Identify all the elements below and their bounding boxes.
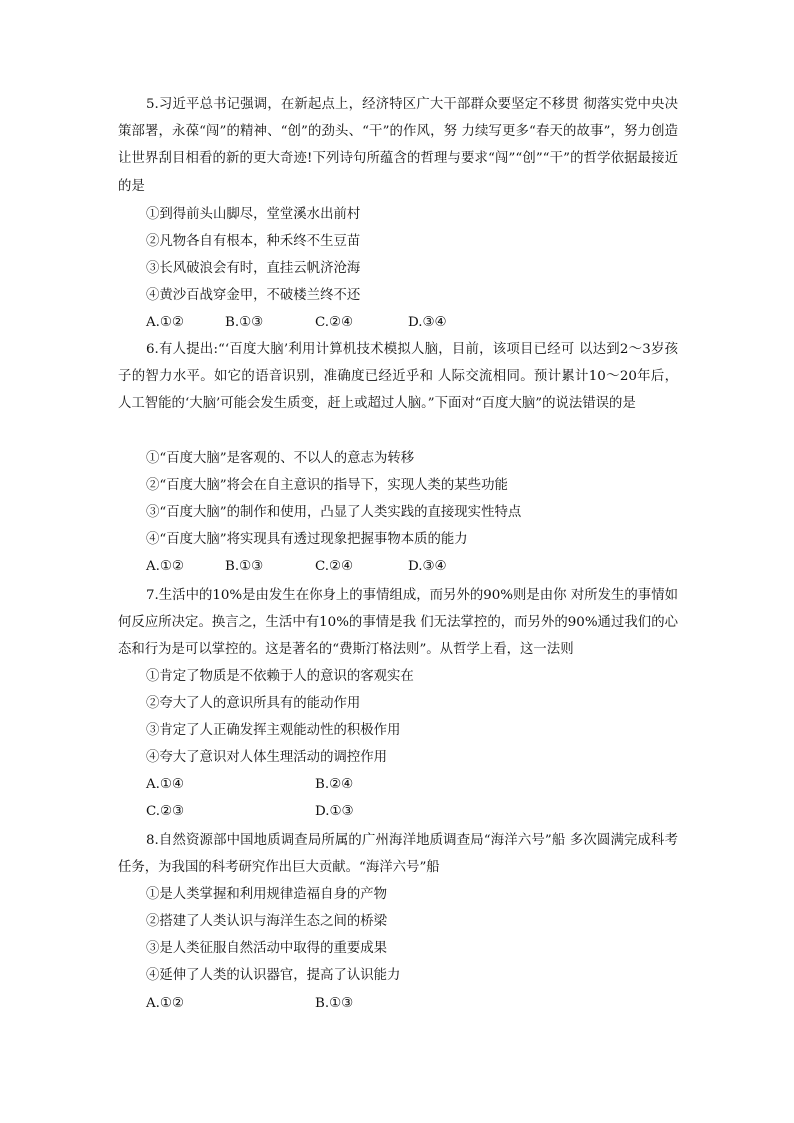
question-7-answer-b: B.②④ [315,777,354,792]
question-6-answer-b: B.①③ [225,559,264,574]
question-6-answer-c: C.②④ [315,559,354,574]
question-5-answer-c: C.②④ [315,315,354,330]
question-5-option-1: ①到得前头山脚尽，堂堂溪水出前村 [146,207,361,222]
question-5-option-2: ②凡物各自有根本，种禾终不生豆苗 [146,234,361,249]
question-6-answer-a: A.①② [146,559,184,574]
question-6-option-4: ④“百度大脑”将实现具有透过现象把握事物本质的能力 [146,532,468,547]
question-6-option-3: ③“百度大脑”的制作和使用，凸显了人类实践的直接现实性特点 [146,505,522,520]
question-8-stem: 8.自然资源部中国地质调查局所属的广州海洋地质调查局“海洋六号”船 多次圆满完成科考任务，为我国的科考研究作出巨大贡献。“海洋六号”船 [118,833,678,876]
question-5-answer-a: A.①② [146,315,184,330]
question-6-stem: 6.有人提出:“‘百度大脑’利用计算机技术模拟人脑，目前，该项目已经可 以达到2～3岁孩子的智力水平。如它的语音识别，准确度已经近乎和 人际交流相同。预计累计10～20年后，人工智能的‘大脑’可能会发生质变，赶上或超过人脑。”下面对“百度大脑”的说法错误的是 [118,342,678,412]
question-6-answer-d: D.③④ [408,559,447,574]
question-8-option-1: ①是人类掌握和利用规律造福自身的产物 [146,887,388,902]
question-8-answer-a: A.①② [146,996,184,1011]
question-7-option-3: ③肯定了人正确发挥主观能动性的积极作用 [146,723,401,738]
question-5-stem: 5.习近平总书记强调，在新起点上，经济特区广大干部群众要坚定不移贯 彻落实党中央决策部署，永葆“闯”的精神、“创”的劲头、“干”的作风，努 力续写更多“春天的故事”，努力创造让世界刮目相看的新的更大奇迹!下列诗句所蕴含的哲理与要求“闯”“创”“干”的哲学依据最接近的是 [118,97,678,194]
question-8-option-2: ②搭建了人类认识与海洋生态之间的桥梁 [146,914,388,929]
question-5-option-4: ④黄沙百战穿金甲，不破楼兰终不还 [146,288,361,303]
question-7-stem: 7.生活中的10%是由发生在你身上的事情组成，而另外的90%则是由你 对所发生的事情如何反应所决定。换言之，生活中有10%的事情是我 们无法掌控的，而另外的90%通过我们的心态和行为是可以掌控的。这是著名的“费斯汀格法则”。从哲学上看，这一法则 [118,588,678,658]
question-7-option-4: ④夸大了意识对人体生理活动的调控作用 [146,750,388,765]
question-7-answer-c: C.②③ [146,804,185,819]
question-7-option-2: ②夸大了人的意识所具有的能动作用 [146,696,361,711]
question-6-option-1: ①“百度大脑”是客观的、不以人的意志为转移 [146,451,415,466]
question-5-answer-b: B.①③ [225,315,264,330]
question-8-option-4: ④延伸了人类的认识器官，提高了认识能力 [146,968,401,983]
question-8-option-3: ③是人类征服自然活动中取得的重要成果 [146,941,388,956]
question-5-answer-d: D.③④ [408,315,447,330]
question-7-option-1: ①肯定了物质是不依赖于人的意识的客观实在 [146,669,414,684]
question-8-answer-b: B.①③ [315,996,354,1011]
question-5-option-3: ③长风破浪会有时，直挂云帆济沧海 [146,261,361,276]
question-7-answer-a: A.①④ [146,777,184,792]
question-7-answer-d: D.①③ [315,804,354,819]
question-6-option-2: ②“百度大脑”将会在自主意识的指导下，实现人类的某些功能 [146,478,508,493]
